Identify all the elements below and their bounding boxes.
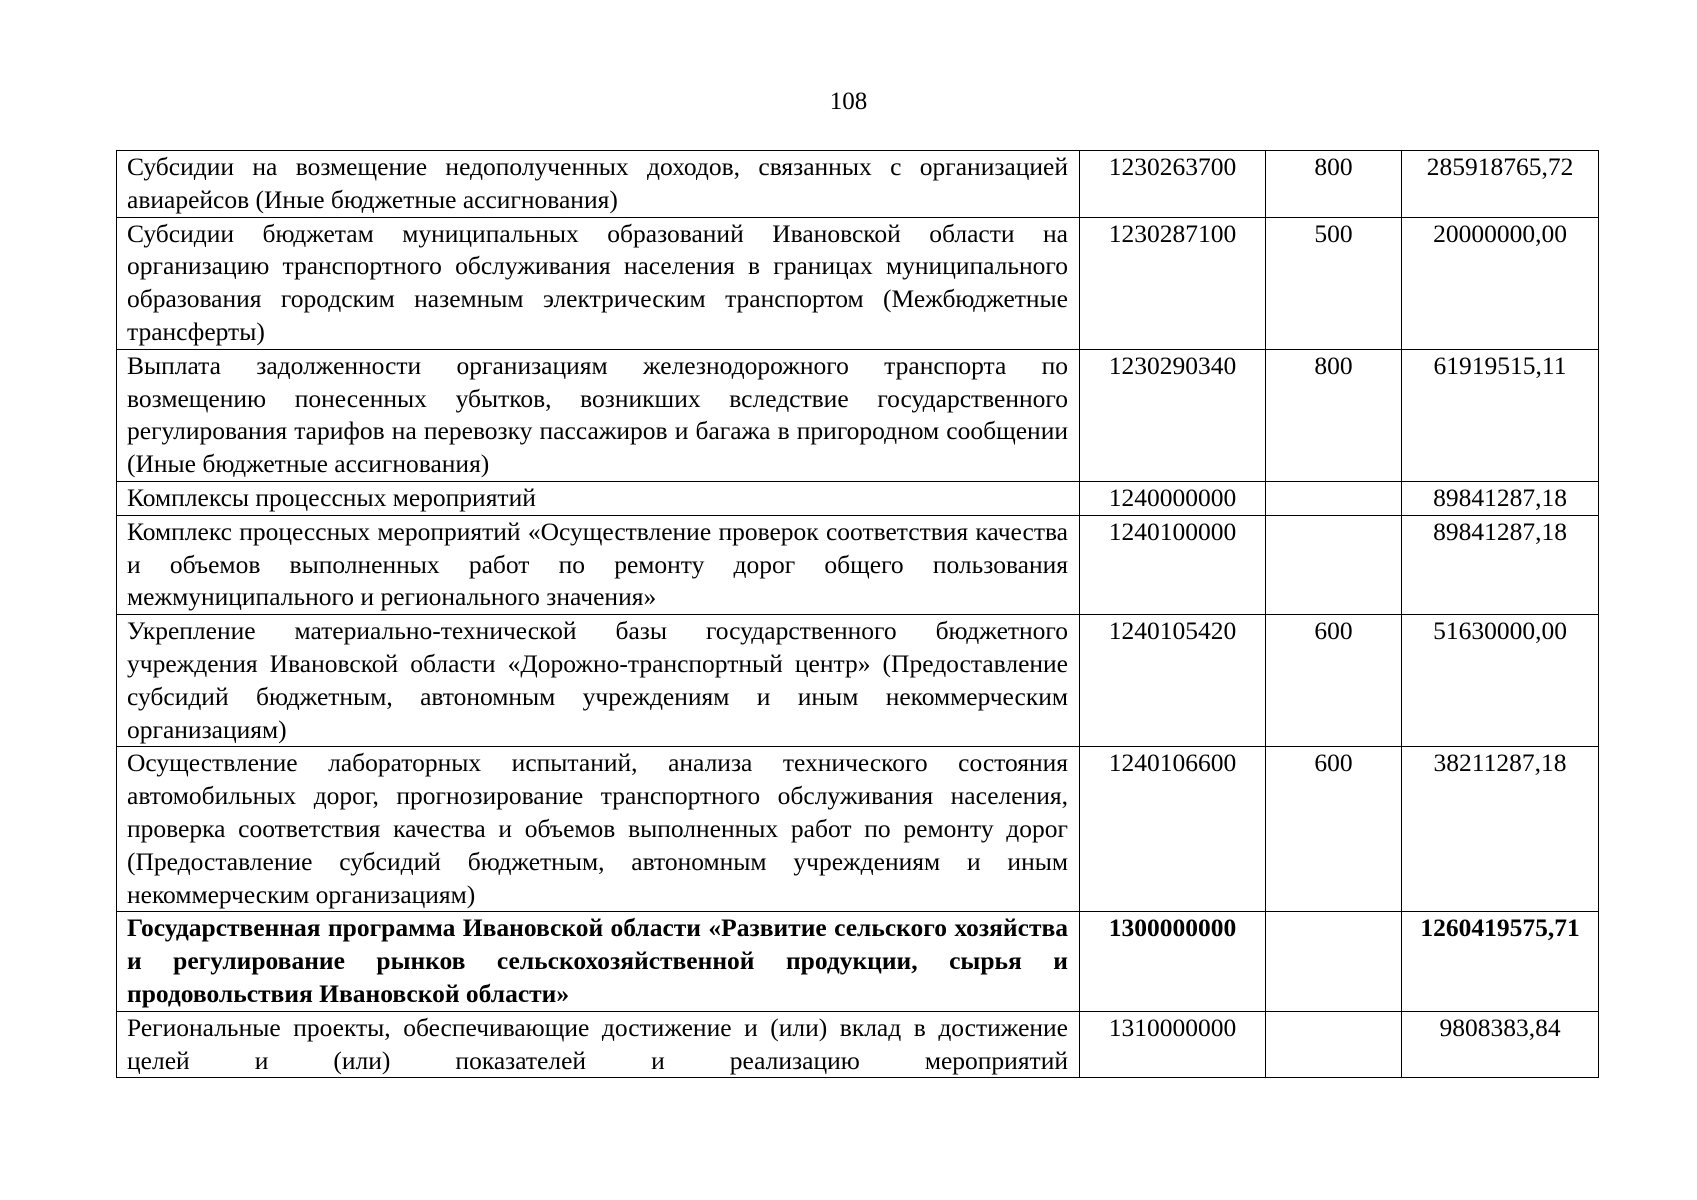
row-code-cell: 1240105420	[1080, 615, 1266, 747]
row-name-cell: Осуществление лабораторных испытаний, анализа технического состояния автомобильных дорог, прогнозирование транспортного обслуживания населения, проверка соответствия качества и объемов выполненных работ по ремонту дорог (Предоставление субсидий бюджетным, автономным учреждениям и иным некоммерческим организациям)	[117, 747, 1080, 912]
row-sum-cell: 285918765,72	[1402, 151, 1599, 218]
page-number: 108	[829, 88, 868, 115]
row-sum-cell: 61919515,11	[1402, 349, 1599, 481]
row-sum-cell: 89841287,18	[1402, 481, 1599, 515]
row-sum-cell: 51630000,00	[1402, 615, 1599, 747]
row-code-cell: 1230290340	[1080, 349, 1266, 481]
row-sum-cell: 20000000,00	[1402, 217, 1599, 349]
row-type-cell: 500	[1266, 217, 1402, 349]
row-code-cell: 1240100000	[1080, 515, 1266, 614]
table-row	[117, 217, 1599, 349]
row-code-cell: 1240106600	[1080, 747, 1266, 912]
row-name-cell: Субсидии на возмещение недополученных доходов, связанных с организацией авиарейсов (Иные бюджетные ассигнования)	[117, 151, 1080, 218]
row-sum-cell: 1260419575,71	[1402, 912, 1599, 1011]
row-code-cell: 1300000000	[1080, 912, 1266, 1011]
table-row	[117, 1011, 1599, 1078]
table-row	[117, 615, 1599, 747]
table-row	[117, 481, 1599, 515]
row-type-cell: 800	[1266, 349, 1402, 481]
row-name-cell: Комплексы процессных мероприятий	[117, 481, 1080, 515]
row-code-cell: 1230287100	[1080, 217, 1266, 349]
row-name-cell: Региональные проекты, обеспечивающие достижение и (или) вклад в достижение целей и (или) показателей и реализацию мероприятий	[117, 1011, 1080, 1078]
row-type-cell: 600	[1266, 615, 1402, 747]
row-code-cell: 1230263700	[1080, 151, 1266, 218]
row-code-cell: 1240000000	[1080, 481, 1266, 515]
row-type-cell: 600	[1266, 747, 1402, 912]
row-name-cell: Государственная программа Ивановской области «Развитие сельского хозяйства и регулирование рынков сельскохозяйственной продукции, сырья и продовольствия Ивановской области»	[117, 912, 1080, 1011]
row-sum-cell: 89841287,18	[1402, 515, 1599, 614]
budget-table-body	[117, 151, 1599, 1078]
row-sum-cell: 38211287,18	[1402, 747, 1599, 912]
row-type-cell: 800	[1266, 151, 1402, 218]
row-type-cell	[1266, 515, 1402, 614]
budget-table	[116, 150, 1599, 1078]
table-row	[117, 912, 1599, 1011]
row-type-cell	[1266, 481, 1402, 515]
table-row	[117, 515, 1599, 614]
row-type-cell	[1266, 912, 1402, 1011]
table-row	[117, 747, 1599, 912]
row-name-cell: Укрепление материально-технической базы государственного бюджетного учреждения Ивановской области «Дорожно-транспортный центр» (Предоставление субсидий бюджетным, автономным учреждениям и иным некоммерческим организациям)	[117, 615, 1080, 747]
row-name-cell: Субсидии бюджетам муниципальных образований Ивановской области на организацию транспортного обслуживания населения в границах муниципального образования городским наземным электрическим транспортом (Межбюджетные трансферты)	[117, 217, 1080, 349]
row-sum-cell: 9808383,84	[1402, 1011, 1599, 1078]
row-code-cell: 1310000000	[1080, 1011, 1266, 1078]
row-name-cell: Комплекс процессных мероприятий «Осуществление проверок соответствия качества и объемов выполненных работ по ремонту дорог общего пользования межмуниципального и регионального значения»	[117, 515, 1080, 614]
row-type-cell	[1266, 1011, 1402, 1078]
table-row	[117, 151, 1599, 218]
table-row	[117, 349, 1599, 481]
row-name-cell: Выплата задолженности организациям железнодорожного транспорта по возмещению понесенных убытков, возникших вследствие государственного регулирования тарифов на перевозку пассажиров и багажа в пригородном сообщении (Иные бюджетные ассигнования)	[117, 349, 1080, 481]
